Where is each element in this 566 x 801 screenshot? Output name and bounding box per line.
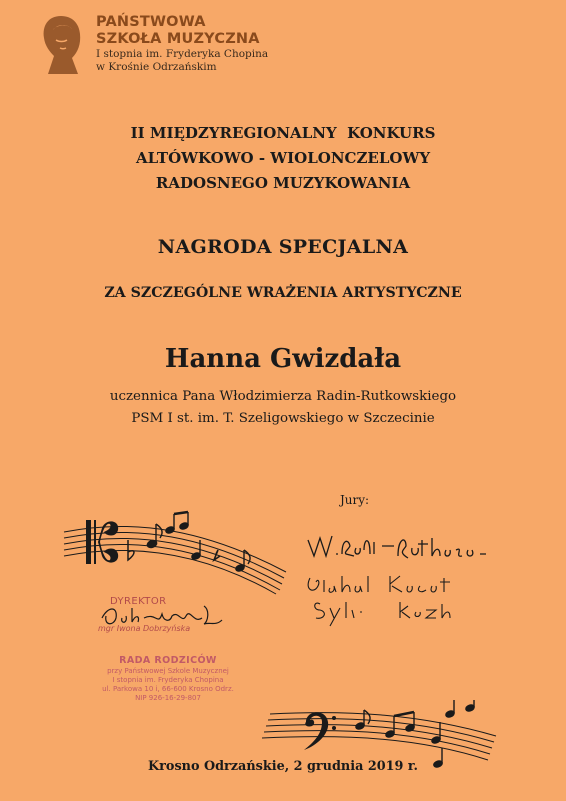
school-name-block — [96, 14, 296, 74]
award-title: NAGRODA SPECJALNA — [157, 236, 409, 258]
director-stamp — [98, 596, 248, 646]
council-stamp-line4: NIP 926-16-29-807 — [135, 694, 201, 702]
contest-title-line3: RADOSNEGO MUZYKOWANIA — [155, 174, 411, 192]
recipient-teacher-line: uczennica Pana Włodzimierza Radin-Rutkowskiego — [109, 389, 457, 404]
director-signature — [98, 596, 248, 636]
jury-signatures — [290, 520, 520, 630]
jury-label: Jury: — [340, 493, 370, 507]
place-and-date: Krosno Odrzańskie, 2 grudnia 2019 r. — [148, 759, 418, 774]
chopin-portrait-logo — [34, 12, 88, 78]
school-name-line2: SZKOŁA MUZYCZNA — [96, 31, 260, 47]
music-notes-icon — [146, 512, 250, 572]
director-stamp-title: DYREKTOR — [110, 596, 167, 607]
award-subtitle: ZA SZCZEGÓLNE WRAŻENIA ARTYSTYCZNE — [104, 285, 462, 301]
school-name-line3: I stopnia im. Fryderyka Chopina — [96, 48, 269, 60]
council-stamp-line2: I stopnia im. Fryderyka Chopina — [112, 676, 224, 684]
council-stamp-line3: ul. Parkowa 10 i, 66-600 Krosno Odrz. — [102, 685, 234, 693]
parents-council-stamp — [88, 655, 248, 703]
recipient-name: Hanna Gwizdała — [164, 344, 402, 374]
jury-signature-3 — [315, 602, 450, 626]
alto-clef-staff-decoration — [56, 510, 296, 595]
flat-icon — [128, 540, 134, 560]
contest-title-line1: II MIĘDZYREGIONALNY KONKURS — [130, 124, 436, 142]
council-stamp-line1: przy Państwowej Szkole Muzycznej — [107, 667, 229, 675]
contest-title — [0, 121, 566, 196]
recipient-description — [0, 386, 566, 430]
jury-signature-1 — [308, 536, 486, 558]
contest-title-line2: ALTÓWKOWO - WIOLONCZELOWY — [135, 149, 431, 167]
recipient-school-line: PSM I st. im. T. Szeligowskiego w Szczecinie — [131, 411, 435, 426]
council-stamp-title: RADA RODZICÓW — [119, 655, 217, 666]
school-name-line1: PAŃSTWOWA — [96, 14, 206, 30]
director-stamp-name: mgr Iwona Dobrzyńska — [98, 624, 191, 633]
school-name-line4: w Krośnie Odrzańskim — [96, 61, 217, 73]
jury-signature-2 — [308, 576, 450, 592]
